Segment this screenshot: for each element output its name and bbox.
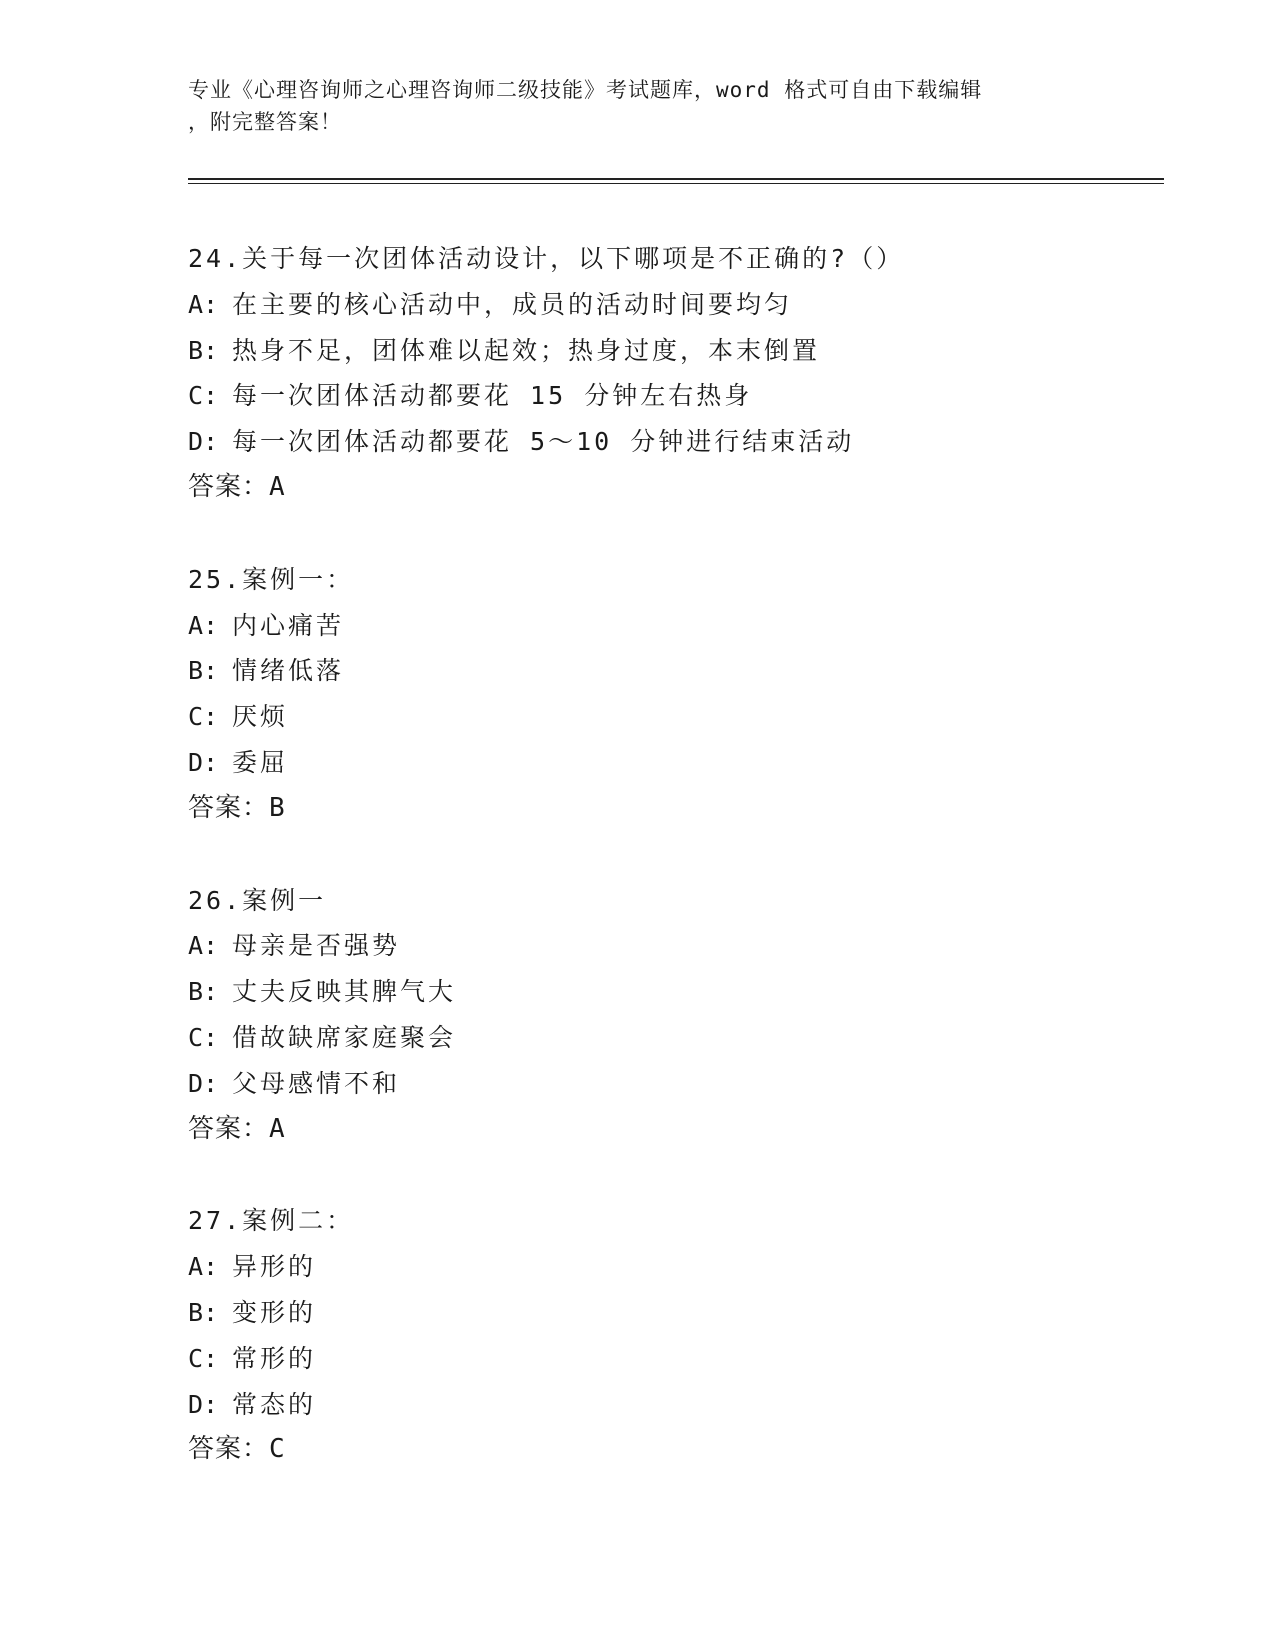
option-a xyxy=(188,1244,1148,1290)
option-key: D: xyxy=(188,427,219,457)
option-text: 委屈 xyxy=(232,747,289,777)
question-stem: 26.案例一 xyxy=(188,885,327,915)
option-text: 异形的 xyxy=(232,1252,317,1282)
answer-value: A xyxy=(269,471,286,502)
option-d xyxy=(188,1382,1148,1428)
option-key: C: xyxy=(188,1022,219,1052)
option-b xyxy=(188,1290,1148,1336)
option-text: 热身不足，团体难以起效；热身过度，本末倒置 xyxy=(232,335,821,365)
option-key: C: xyxy=(188,381,219,411)
option-key: B: xyxy=(188,335,219,365)
option-a xyxy=(188,603,1148,649)
option-key: A: xyxy=(188,1252,219,1282)
option-text: 在主要的核心活动中，成员的活动时间要均匀 xyxy=(232,289,793,319)
option-key: B: xyxy=(188,977,219,1007)
question-27 xyxy=(188,1198,1148,1473)
header-divider-thick xyxy=(188,178,1164,180)
option-text: 情绪低落 xyxy=(232,656,345,686)
option-a xyxy=(188,282,1148,328)
option-c xyxy=(188,1336,1148,1382)
option-text: 常态的 xyxy=(232,1389,317,1419)
answer-line xyxy=(188,786,1148,832)
option-text: 变形的 xyxy=(232,1297,317,1327)
answer-value: A xyxy=(269,1113,286,1144)
option-b xyxy=(188,648,1148,694)
option-d xyxy=(188,419,1148,465)
option-a xyxy=(188,923,1148,969)
option-d xyxy=(188,1061,1148,1107)
option-text: 每一次团体活动都要花 15 分钟左右热身 xyxy=(232,381,753,411)
option-text: 厌烦 xyxy=(232,702,289,732)
answer-value: C xyxy=(269,1434,286,1465)
option-c xyxy=(188,1015,1148,1061)
header-divider-thin xyxy=(188,183,1164,184)
option-key: A: xyxy=(188,931,219,961)
question-stem: 27.案例二： xyxy=(188,1206,355,1236)
question-stem: 24.关于每一次团体活动设计，以下哪项是不正确的?（） xyxy=(188,244,905,273)
question-25 xyxy=(188,557,1148,832)
option-key: D: xyxy=(188,1389,219,1419)
option-b xyxy=(188,969,1148,1015)
question-26 xyxy=(188,878,1148,1153)
answer-label: 答案： xyxy=(188,1434,270,1465)
option-text: 每一次团体活动都要花 5～10 分钟进行结束活动 xyxy=(232,427,855,457)
option-text: 丈夫反映其脾气大 xyxy=(232,977,457,1007)
question-24 xyxy=(188,236,1148,511)
option-text: 借故缺席家庭聚会 xyxy=(232,1022,457,1052)
option-b xyxy=(188,328,1148,374)
option-text: 母亲是否强势 xyxy=(232,931,401,961)
option-d xyxy=(188,740,1148,786)
answer-label: 答案： xyxy=(188,792,270,823)
option-key: D: xyxy=(188,1068,219,1098)
question-stem: 25.案例一： xyxy=(188,564,355,594)
answer-value: B xyxy=(269,792,286,823)
option-c xyxy=(188,373,1148,419)
option-text: 内心痛苦 xyxy=(232,610,345,640)
document-header: 专业《心理咨询师之心理咨询师二级技能》考试题库，word 格式可自由下载编辑 ，附完整答案！ xyxy=(188,78,983,134)
answer-label: 答案： xyxy=(188,471,270,502)
answer-line xyxy=(188,465,1148,511)
option-key: D: xyxy=(188,747,219,777)
option-c xyxy=(188,694,1148,740)
option-key: A: xyxy=(188,610,219,640)
option-key: A: xyxy=(188,289,219,319)
answer-line xyxy=(188,1427,1148,1473)
question-list xyxy=(188,236,1148,1519)
option-text: 父母感情不和 xyxy=(232,1068,401,1098)
answer-label: 答案： xyxy=(188,1113,270,1144)
option-key: B: xyxy=(188,1297,219,1327)
option-key: C: xyxy=(188,1343,219,1373)
answer-line xyxy=(188,1107,1148,1153)
option-key: B: xyxy=(188,656,219,686)
option-text: 常形的 xyxy=(232,1343,317,1373)
option-key: C: xyxy=(188,702,219,732)
